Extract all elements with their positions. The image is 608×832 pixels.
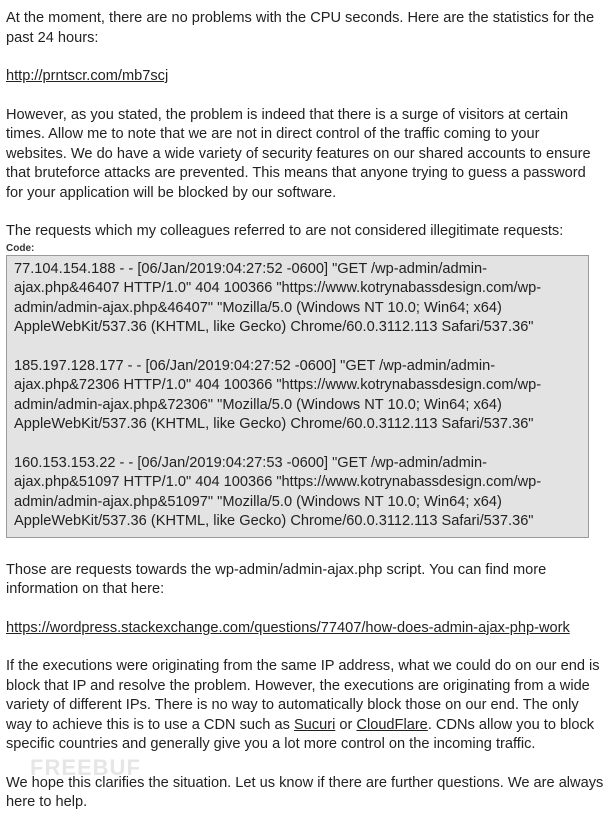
- code-label: Code:: [6, 242, 35, 254]
- executions-text-end: . CDNs allow you to block specific countries and generally give you a lot more control on the incoming traffic.: [6, 716, 595, 752]
- stats-screenshot-link[interactable]: http://prntscr.com/mb7scj: [6, 68, 169, 84]
- log-entry: 185.197.128.177 - - [06/Jan/2019:04:27:52 -0600] "GET /wp-admin/admin-ajax.php&72306 HTTP/1.0" 404 100366 "https://www.kotrynabassdesign.com/wp-admin/admin-ajax.php&72306" "Mozilla/5.0 (Windows NT 10.0; Win64; x64) AppleWebKit/537.36 (KHTML, like Gecko) Chrome/60.0.3112.113 Safari/537.36": [14, 357, 542, 432]
- stats-link-paragraph: [6, 67, 604, 87]
- watermark-logo: FREEBUF: [30, 755, 141, 780]
- intro-paragraph: At the moment, there are no problems with the CPU seconds. Here are the statistics for the past 24 hours:: [6, 10, 595, 46]
- sucuri-link[interactable]: Sucuri: [293, 716, 336, 733]
- support-reply-document: [6, 9, 604, 832]
- log-entry: 77.104.154.188 - - [06/Jan/2019:04:27:52 -0600] "GET /wp-admin/admin-ajax.php&46407 HTTP/1.0" 404 100366 "https://www.kotrynabassdesign.com/wp-admin/admin-ajax.php&46407" "Mozilla/5.0 (Windows NT 10.0; Win64; x64) AppleWebKit/537.36 (KHTML, like Gecko) Chrome/60.0.3112.113 Safari/537.36": [14, 260, 542, 335]
- cloudflare-link[interactable]: CloudFlare: [356, 716, 428, 733]
- closing-paragraph: We hope this clarifies the situation. Let us know if there are further questions. We are always here to help.: [6, 774, 604, 810]
- requests-intro-paragraph: The requests which my colleagues referred to are not considered illegitimate requests:: [6, 223, 564, 239]
- wp-link-paragraph: [6, 619, 604, 639]
- admin-ajax-info-link[interactable]: https://wordpress.stackexchange.com/questions/77407/how-does-admin-ajax-php-work: [6, 619, 570, 636]
- traffic-surge-paragraph: However, as you stated, the problem is indeed that there is a surge of visitors at certain times. Allow me to note that we are not in direct control of the traffic coming to your websites. We do have a wide variety of security features on our shared accounts to ensure that bruteforce attacks are prevented. This means that anyone trying to guess a password for your application will be blocked by our software.: [6, 106, 591, 201]
- script-info-paragraph: Those are requests towards the wp-admin/admin-ajax.php script. You can find more information on that here:: [6, 561, 547, 597]
- executions-paragraph: [6, 657, 604, 755]
- code-block: [6, 255, 589, 538]
- or-text: or: [335, 716, 357, 733]
- executions-text-start: If the executions were originating from the same IP address, what we could do on our end is block that IP and resolve the problem. However, the executions are originating from a wide variety of different IPs. There is no way to automatically block those on our end. The only way to achieve this is to use a CDN such as: [6, 658, 600, 733]
- log-entry: 160.153.153.22 - - [06/Jan/2019:04:27:53 -0600] "GET /wp-admin/admin-ajax.php&51097 HTTP/1.0" 404 100366 "https://www.kotrynabassdesign.com/wp-admin/admin-ajax.php&51097" "Mozilla/5.0 (Windows NT 10.0; Win64; x64) AppleWebKit/537.36 (KHTML, like Gecko) Chrome/60.0.3112.113 Safari/537.36": [14, 454, 542, 529]
